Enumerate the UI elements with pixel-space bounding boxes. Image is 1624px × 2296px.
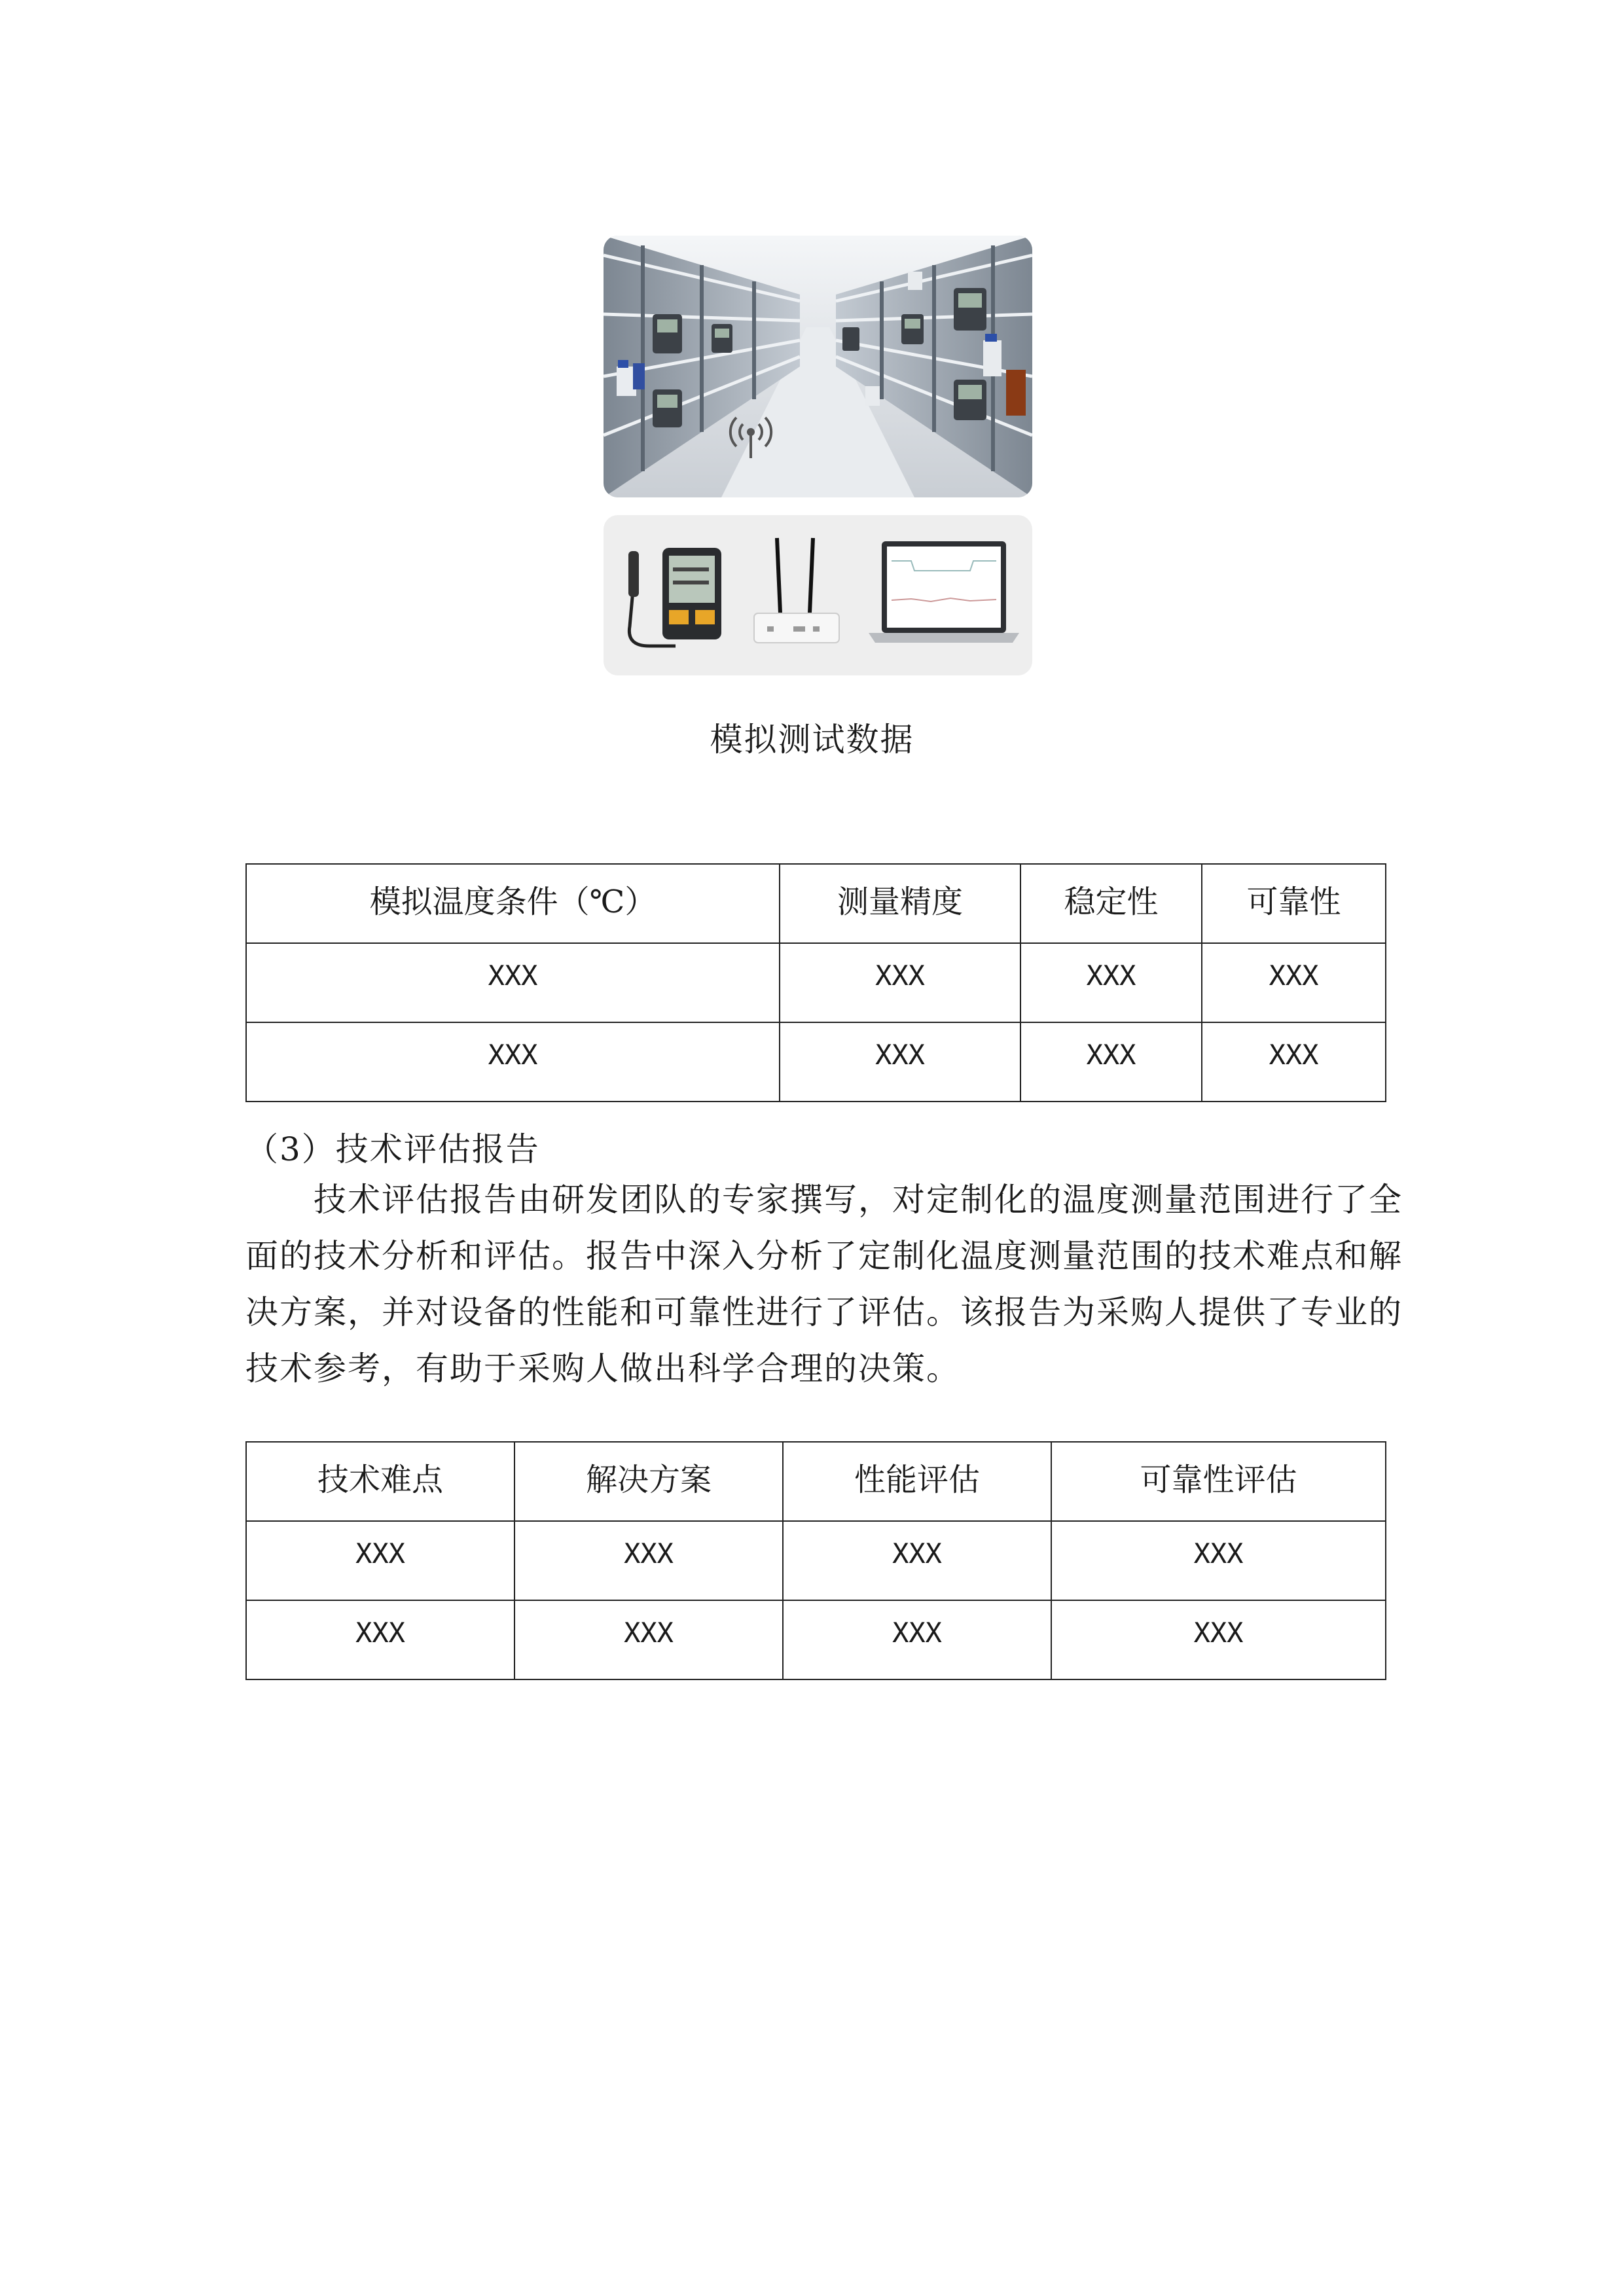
table-row: [246, 1022, 1386, 1102]
table-cell: XXX: [1202, 943, 1386, 1022]
table-cell: XXX: [783, 1600, 1051, 1679]
table-cell: XXX: [1202, 1022, 1386, 1102]
table-cell: XXX: [1020, 1022, 1202, 1102]
wifi-router: [754, 538, 839, 643]
laptop-chart: [869, 541, 1019, 643]
figure-caption: 模拟测试数据: [710, 721, 914, 759]
technical-evaluation-table: [245, 1441, 1386, 1680]
devices-image: [604, 515, 1032, 675]
paragraph-line: 技术评估报告由研发团队的专家撰写，对定制化的温度测量范围进行了全: [314, 1181, 1403, 1219]
table-row: [246, 943, 1386, 1022]
thermometer-logger-device: [662, 548, 721, 639]
table-header-cell: 可靠性评估: [1051, 1442, 1386, 1521]
table-header-cell: 测量精度: [780, 864, 1020, 943]
table-header-row: [246, 864, 1386, 943]
table-header-cell: 技术难点: [246, 1442, 514, 1521]
table-cell: XXX: [514, 1521, 783, 1600]
paragraph-line: 技术参考，有助于采购人做出科学合理的决策。: [245, 1350, 960, 1388]
table-header-cell: 性能评估: [783, 1442, 1051, 1521]
table-header-cell: 解决方案: [514, 1442, 783, 1521]
table-cell: XXX: [1051, 1600, 1386, 1679]
table-cell: XXX: [1051, 1521, 1386, 1600]
table-header-cell: 稳定性: [1020, 864, 1202, 943]
paragraph-line: 面的技术分析和评估。报告中深入分析了定制化温度测量范围的技术难点和解: [245, 1237, 1403, 1275]
table-cell: XXX: [246, 943, 780, 1022]
section-heading: （3）技术评估报告: [245, 1130, 540, 1168]
warehouse-shelves-image: [604, 236, 1032, 497]
section-paragraph: [245, 1172, 1403, 1397]
table-row: [246, 1600, 1386, 1679]
simulation-test-table: [245, 863, 1386, 1102]
table-cell: XXX: [514, 1600, 783, 1679]
table-cell: XXX: [246, 1521, 514, 1600]
table-cell: XXX: [246, 1022, 780, 1102]
table-cell: XXX: [780, 1022, 1020, 1102]
table-header-row: [246, 1442, 1386, 1521]
table-cell: XXX: [780, 943, 1020, 1022]
paragraph-line: 决方案，并对设备的性能和可靠性进行了评估。该报告为采购人提供了专业的: [245, 1293, 1403, 1331]
table-cell: XXX: [1020, 943, 1202, 1022]
table-row: [246, 1521, 1386, 1600]
table-cell: XXX: [783, 1521, 1051, 1600]
table-cell: XXX: [246, 1600, 514, 1679]
warehouse-shelves-illustration: [604, 236, 1032, 497]
table-header-cell: 模拟温度条件（℃）: [246, 864, 780, 943]
table-header-cell: 可靠性: [1202, 864, 1386, 943]
devices-illustration: [604, 515, 1032, 675]
